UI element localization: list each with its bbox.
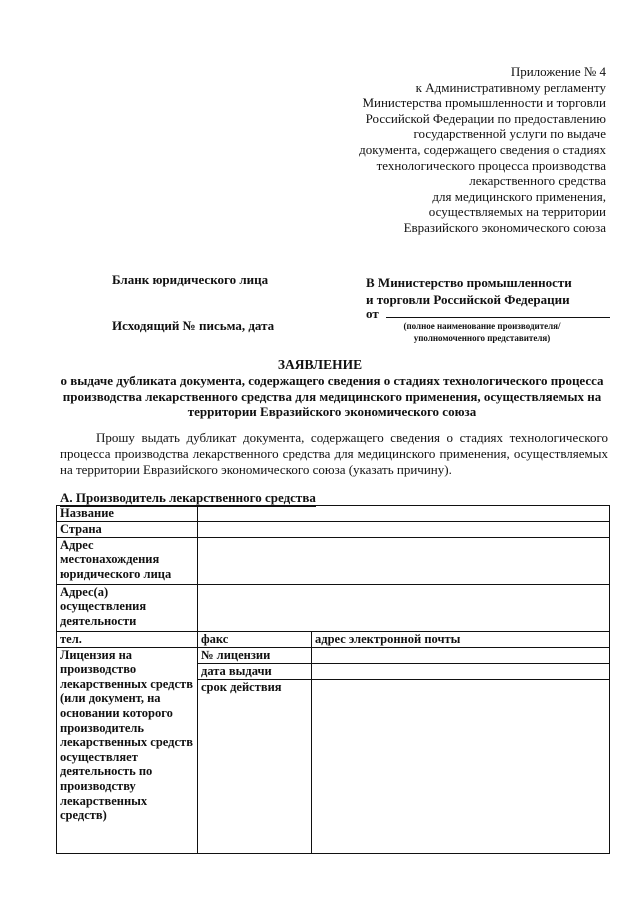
table-row — [57, 521, 610, 537]
annex-line: к Административному регламенту — [415, 79, 606, 95]
annex-line: документа, содержащего сведения о стадиях — [359, 141, 606, 157]
from-note-line: (полное наименование производителя/ — [403, 321, 561, 331]
address-value-cell[interactable] — [198, 537, 610, 584]
table-row — [57, 584, 610, 631]
label-line: производитель — [60, 720, 145, 735]
label-line: производству — [60, 778, 136, 793]
from-label: от — [366, 306, 379, 321]
annex-line: лекарственного средства — [469, 173, 606, 189]
row-label-country: Страна — [57, 521, 198, 537]
validity-label: срок действия — [198, 680, 312, 854]
label-line: средств) — [60, 808, 107, 823]
section-a-heading: А. Производитель лекарственного средства — [60, 490, 316, 505]
table-row — [57, 537, 610, 584]
table-row — [57, 506, 610, 522]
label-line: деятельности — [60, 613, 137, 628]
label-line: производство — [60, 662, 137, 677]
statement-subtitle — [56, 373, 608, 420]
label-line: местонахождения — [60, 552, 160, 567]
activity-address-value-cell[interactable] — [198, 584, 610, 631]
label-line: лекарственных средств — [60, 735, 193, 750]
label-line: лекарственных — [60, 793, 148, 808]
statement-title: ЗАЯВЛЕНИЕ — [277, 357, 363, 372]
table-row — [57, 631, 610, 647]
subtitle-line: о выдаче дубликата документа, содержащего сведения о стадиях технологического процесса — [60, 373, 604, 388]
fax-label: факс — [198, 631, 312, 647]
label-line: юридического лица — [60, 566, 172, 581]
company-letterhead-label: Бланк юридического лица — [112, 272, 269, 287]
statement-body-text: Прошу выдать дубликат документа, содержащего сведения о стадиях технологического процесса производства лекарственного средства для медицинского применения, осуществляемых на территории Евразийского экономического союза (указать причину). — [60, 430, 608, 477]
issue-date-value-cell[interactable] — [312, 663, 610, 679]
label-line: (или документ, на — [60, 691, 161, 706]
row-label-address — [57, 537, 198, 584]
label-line: деятельность по — [60, 764, 153, 779]
annex-line: государственной услуги по выдаче — [413, 126, 606, 142]
from-note — [372, 320, 592, 344]
tel-label: тел. — [57, 631, 198, 647]
outgoing-number-label: Исходящий № письма, дата — [112, 318, 275, 333]
annex-line: для медицинского применения, — [432, 188, 606, 204]
label-line: основании которого — [60, 705, 173, 720]
country-value-cell[interactable] — [198, 521, 610, 537]
issue-date-label: дата выдачи — [198, 663, 312, 679]
subtitle-line: территории Евразийского экономического союза — [187, 404, 477, 419]
email-label: адрес электронной почты — [312, 631, 610, 647]
annex-header — [306, 64, 606, 236]
annex-line: Российской Федерации по предоставлению — [365, 110, 606, 126]
label-line: Лицензия на — [60, 647, 133, 662]
manufacturer-table — [56, 505, 610, 854]
annex-line: осуществляемых на территории — [428, 204, 606, 220]
validity-value-cell[interactable] — [312, 680, 610, 854]
label-line: Адрес(а) — [60, 584, 109, 599]
annex-line: технологического процесса производства — [376, 157, 606, 173]
label-line: Адрес — [60, 537, 94, 552]
annex-line: Евразийского экономического союза — [403, 219, 606, 235]
label-line: осуществляет — [60, 749, 138, 764]
label-line: лекарственных средств — [60, 676, 193, 691]
row-label-name: Название — [57, 506, 198, 522]
from-fill-line — [386, 317, 610, 318]
label-line: осуществления — [60, 599, 147, 614]
annex-line: Министерства промышленности и торговли — [362, 95, 606, 111]
addressee-line-1: В Министерство промышленности — [366, 275, 572, 290]
addressee-line-2: и торговли Российской Федерации — [366, 292, 570, 307]
license-number-value-cell[interactable] — [312, 647, 610, 663]
subtitle-line: производства лекарственного средства для медицинского применения, осуществляемых на — [62, 388, 602, 404]
license-label — [57, 647, 198, 853]
table-row — [57, 647, 610, 663]
statement-body — [60, 430, 608, 478]
name-value-cell[interactable] — [198, 506, 610, 522]
annex-line: Приложение № 4 — [510, 64, 606, 79]
from-note-line: уполномоченного представителя) — [413, 333, 551, 343]
row-label-activity-address — [57, 584, 198, 631]
license-number-label: № лицензии — [198, 647, 312, 663]
